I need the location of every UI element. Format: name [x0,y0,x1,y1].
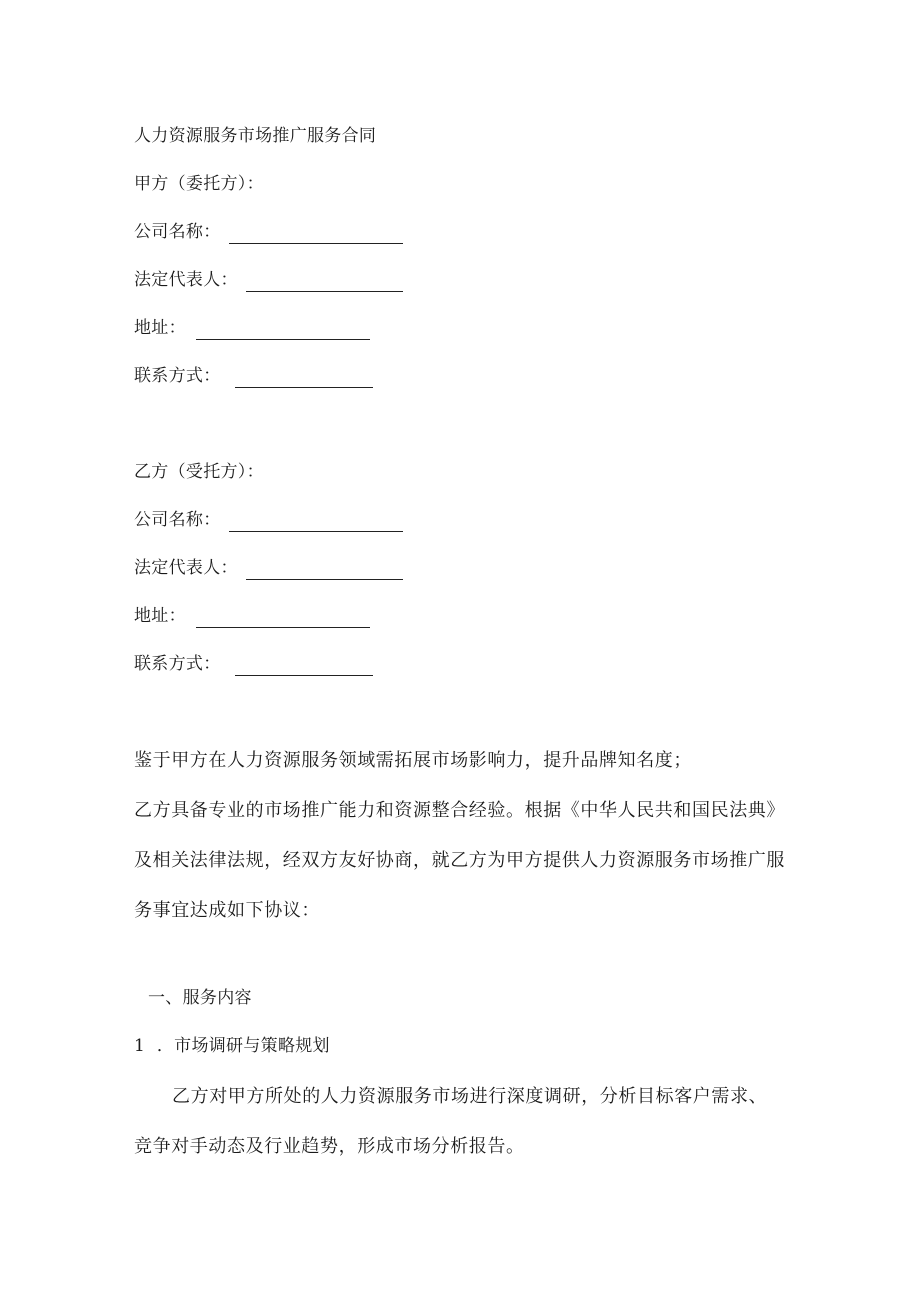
section-1-heading: 一、服务内容 [148,988,252,1008]
party-a-heading: 甲方（委托方）： [134,174,264,194]
party-b-address-blank[interactable] [196,609,370,628]
party-b-company-field [134,508,403,532]
preamble-line-1: 鉴于甲方在人力资源服务领域需拓展市场影响力，提升品牌知名度； [134,750,692,771]
party-b-rep-field [134,556,403,580]
party-a-contact-label: 联系方式： [134,366,221,386]
preamble-line-2: 乙方具备专业的市场推广能力和资源整合经验。根据《中华人民共和国民法典》 [134,800,785,821]
section-1-item-1-heading [134,1034,330,1058]
party-a-address-blank[interactable] [196,321,370,340]
party-b-company-label: 公司名称： [134,510,221,530]
party-a-address-label: 地址： [134,318,186,338]
party-a-address-field [134,316,370,340]
preamble-line-3: 及相关法律法规，经双方友好协商，就乙方为甲方提供人力资源服务市场推广服 [134,850,785,871]
party-b-rep-label: 法定代表人： [134,558,238,578]
party-b-contact-field [134,652,373,676]
party-a-contact-field [134,364,373,388]
party-b-address-field [134,604,370,628]
party-a-contact-blank[interactable] [235,369,373,388]
document-title: 人力资源服务市场推广服务合同 [134,126,377,146]
party-a-rep-blank[interactable] [246,273,403,292]
party-b-contact-blank[interactable] [235,657,373,676]
party-a-company-field [134,220,403,244]
party-a-rep-label: 法定代表人： [134,270,238,290]
section-1-item-1-number: 1 [134,1036,146,1056]
section-1-item-1-text-line-1: 乙方对甲方所处的人力资源服务市场进行深度调研，分析目标客户需求、 [172,1086,768,1107]
party-b-rep-blank[interactable] [246,561,403,580]
party-a-company-label: 公司名称： [134,222,221,242]
party-b-company-blank[interactable] [229,513,403,532]
preamble-line-4: 务事宜达成如下协议： [134,900,320,921]
section-1-item-1-text-line-2: 竞争对手动态及行业趋势，形成市场分析报告。 [134,1136,525,1157]
party-b-heading: 乙方（受托方）： [134,462,264,482]
party-b-address-label: 地址： [134,606,186,626]
party-b-contact-label: 联系方式： [134,654,221,674]
party-a-company-blank[interactable] [229,225,403,244]
party-a-rep-field [134,268,403,292]
section-1-item-1-title: ．市场调研与策略规划 [156,1036,330,1056]
